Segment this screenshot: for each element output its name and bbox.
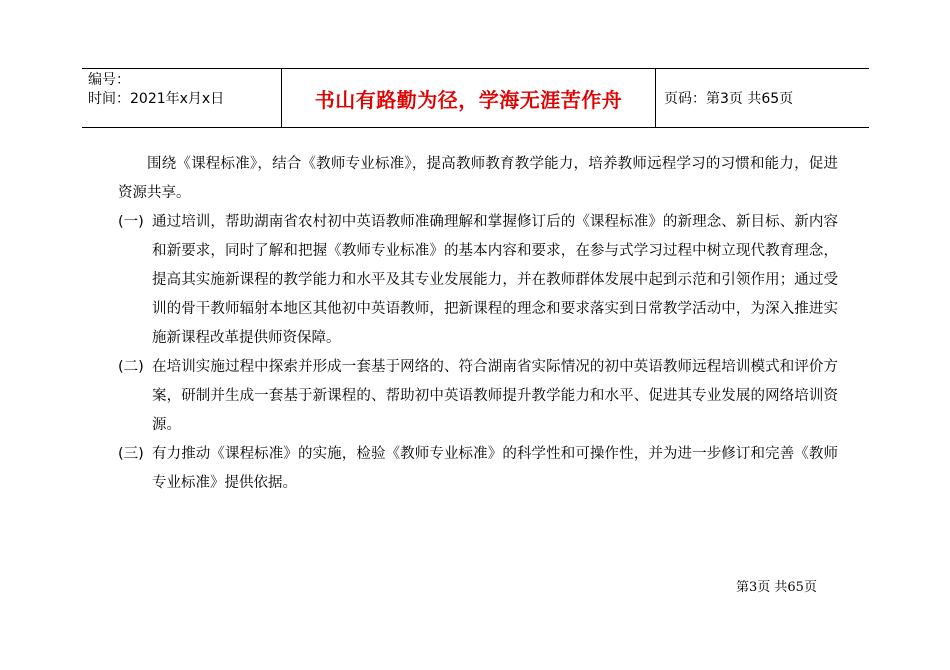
intro-paragraph: 围绕《课程标准》，结合《教师专业标准》，提高教师教育教学能力，培养教师远程学习的习惯和能力，促进资源共享。 xyxy=(118,156,838,201)
document-body xyxy=(118,150,838,498)
header-page-info: 页码：第3页 共65页 xyxy=(664,91,794,107)
header-meta xyxy=(82,69,282,127)
list-item-text: 有力推动《课程标准》的实施，检验《教师专业标准》的科学性和可操作性，并为进一步修订和完善《教师专业标准》提供依据。 xyxy=(152,446,838,491)
document-time: 时间：2021年x月x日 xyxy=(88,91,225,107)
header-motto: 书山有路勤为径，学海无涯苦作舟 xyxy=(282,69,656,127)
list-item-number: (三) xyxy=(118,446,144,462)
list-item xyxy=(118,208,838,353)
page-footer: 第3页 共65页 xyxy=(736,580,817,595)
list-item-text: 在培训实施过程中探索并形成一套基于网络的、符合湖南省实际情况的初中英语教师远程培训模式和评价方案，研制并生成一套基于新课程的、帮助初中英语教师提升教学能力和水平、促进其专业发展的网络培训资源。 xyxy=(152,359,838,433)
list-item-number: (一) xyxy=(118,214,144,230)
document-number-label: 编号： xyxy=(88,72,130,88)
list-item xyxy=(118,440,838,498)
page-header xyxy=(82,68,869,128)
list-item-number: (二) xyxy=(118,359,144,375)
list-item-text: 通过培训，帮助湖南省农村初中英语教师准确理解和掌握修订后的《课程标准》的新理念、新目标、新内容和新要求，同时了解和把握《教师专业标准》的基本内容和要求，在参与式学习过程中树立现代教育理念，提高其实施新课程的教学能力和水平及其专业发展能力，并在教师群体发展中起到示范和引领作用；通过受训的骨干教师辐射本地区其他初中英语教师，把新课程的理念和要求落实到日常教学活动中，为深入推进实施新课程改革提供师资保障。 xyxy=(152,214,838,346)
list-item xyxy=(118,353,838,440)
